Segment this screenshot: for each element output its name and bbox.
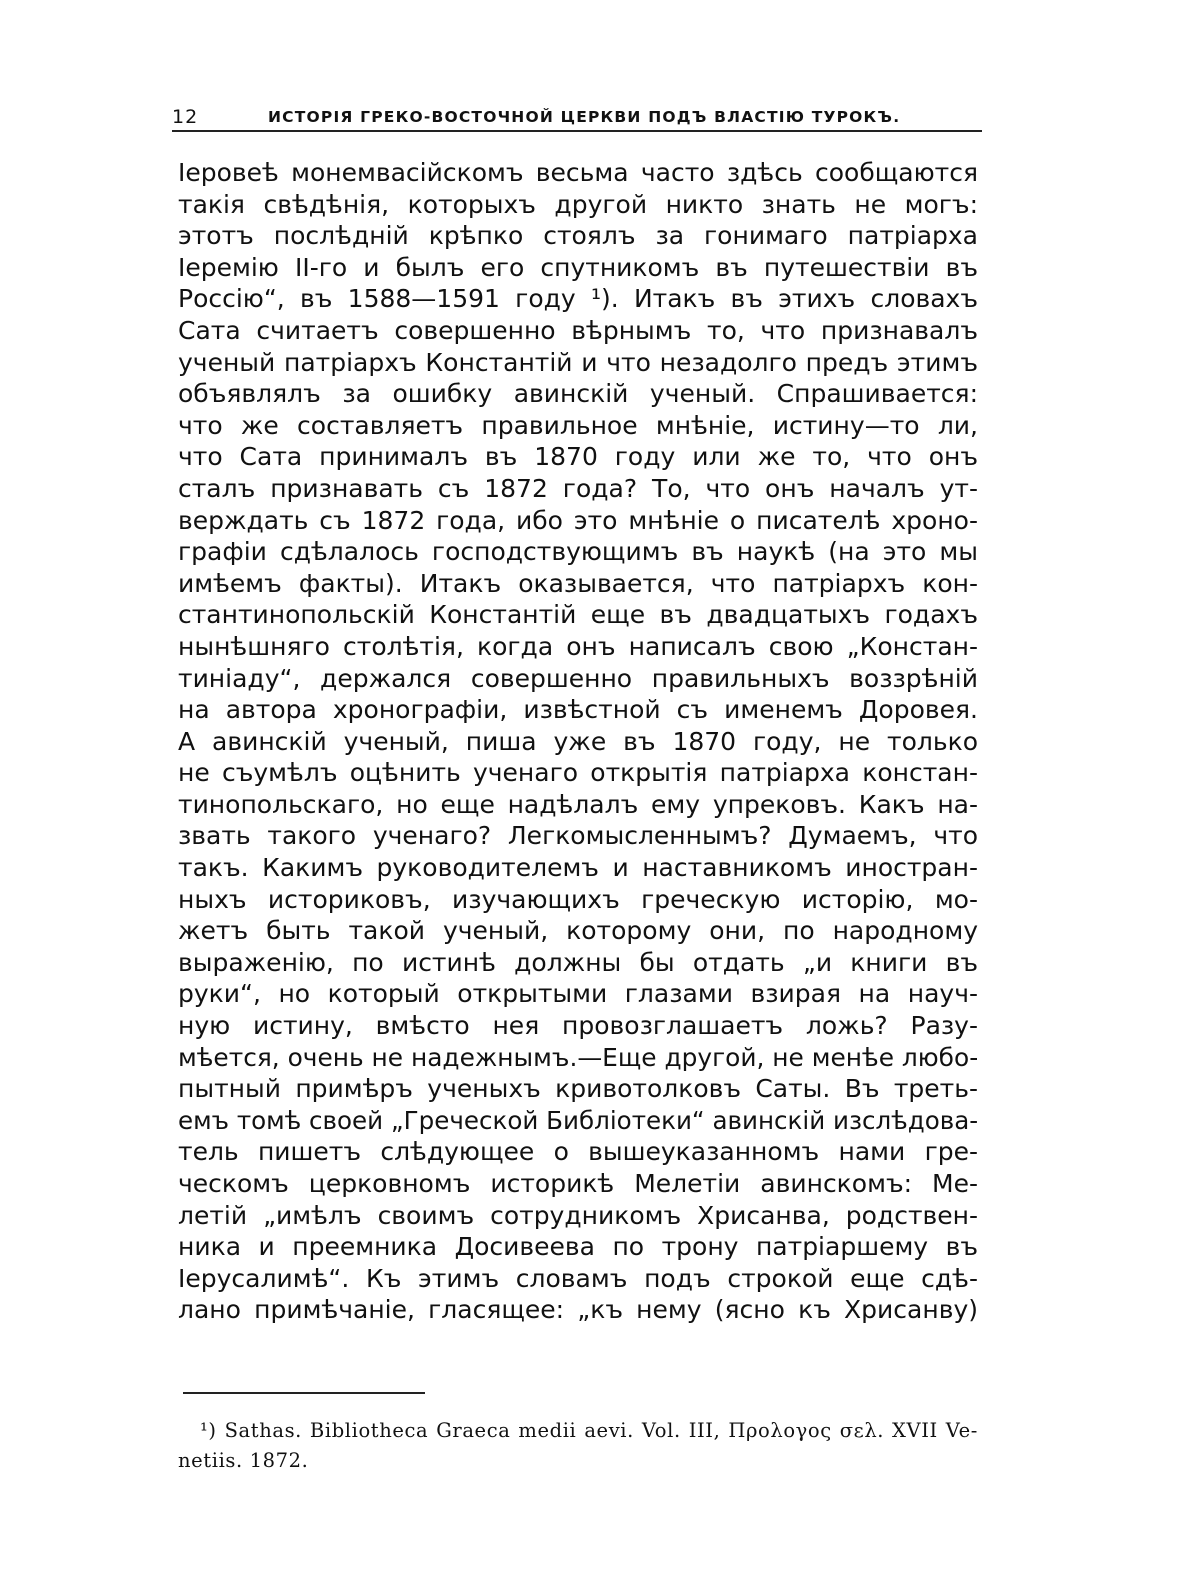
text-line: Іеровеѣ монемвасійскомъ весьма часто здѣсь сообщаются [178, 158, 978, 187]
text-line: лано примѣчаніе, гласящее: „къ нему (ясно къ Хрисанву) [178, 1295, 978, 1325]
text-line: верждать съ 1872 года, ибо это мнѣніе о писателѣ хроно- [178, 505, 978, 535]
text-line: сталъ признавать съ 1872 года? То, что онъ началъ ут- [178, 473, 978, 503]
text-line: на автора хронографіи, извѣстной съ именемъ Доровея. [178, 695, 978, 725]
text-line: ученый патріархъ Константій и что незадолго предъ этимъ [178, 347, 978, 377]
text-line: Россію“, въ 1588—1591 году ¹). Итакъ въ этихъ словахъ [178, 284, 978, 314]
text-line: выраженію, по истинѣ должны бы отдать „и книги въ [178, 947, 978, 977]
footnote-line: netiis. 1872. [178, 1449, 309, 1472]
text-line: тель пишетъ слѣдующее о вышеуказанномъ нами гре- [178, 1137, 978, 1167]
footnote-rule [183, 1392, 425, 1394]
body-text [178, 157, 978, 1326]
text-line: не съумѣлъ оцѣнить ученаго открытія патріарха констан- [178, 758, 978, 788]
text-line: емъ томѣ своей „Греческой Библіотеки“ авинскій изслѣдова- [178, 1105, 979, 1135]
text-line: Іеремію ІІ-го и былъ его спутникомъ въ путешествіи въ [178, 252, 978, 282]
text-line: тинопольскаго, но еще надѣлалъ ему упрековъ. Какъ на- [178, 789, 978, 819]
text-line: такія свѣдѣнія, которыхъ другой никто знать не могъ: [178, 189, 978, 219]
text-line: звать такого ученаго? Легкомысленнымъ? Думаемъ, что [178, 821, 978, 851]
text-line: этотъ послѣдній крѣпко стоялъ за гонимаго патріарха [178, 221, 978, 251]
running-title: ИСТОРІЯ ГРЕКО-ВОСТОЧНОЙ ЦЕРКВИ ПОДЪ ВЛАСТІЮ ТУРОКЪ. [268, 108, 901, 126]
text-line: ныхъ историковъ, изучающихъ греческую исторію, мо- [178, 884, 978, 914]
footnote [178, 1416, 978, 1476]
text-line: тиніаду“, держался совершенно правильныхъ воззрѣній [178, 663, 978, 693]
text-line: имѣемъ факты). Итакъ оказывается, что патріархъ кон- [178, 568, 978, 598]
text-line: Іерусалимѣ“. Къ этимъ словамъ подъ строкой еще сдѣ- [178, 1263, 978, 1293]
text-line: Сата считаетъ совершенно вѣрнымъ то, что признавалъ [178, 315, 978, 345]
text-line: ческомъ церковномъ историкѣ Мелетіи авинскомъ: Ме- [178, 1169, 978, 1198]
text-line: ника и преемника Досивеева по трону патріаршему въ [178, 1232, 978, 1262]
text-line: такъ. Какимъ руководителемъ и наставникомъ иностран- [178, 853, 978, 883]
text-line: летій „имѣлъ своимъ сотрудникомъ Хрисанва, родствен- [178, 1200, 978, 1230]
text-line: ную истину, вмѣсто нея провозглашаетъ ложь? Разу- [178, 1011, 978, 1041]
text-line: жетъ быть такой ученый, которому они, по народному [178, 916, 978, 946]
page-number: 12 [172, 106, 199, 128]
text-line: графіи сдѣлалось господствующимъ въ наукѣ (на это мы [178, 537, 978, 567]
text-line: А авинскій ученый, пиша уже въ 1870 году, не только [178, 726, 978, 756]
text-line: объявлялъ за ошибку авинскій ученый. Спрашивается: [178, 379, 978, 409]
page-header [172, 106, 982, 132]
header-rule [172, 130, 982, 132]
text-line: руки“, но который открытыми глазами взирая на науч- [178, 979, 978, 1009]
text-line: что Сата принималъ въ 1870 году или же то, что онъ [178, 442, 978, 472]
text-line: что же составляетъ правильное мнѣніе, истину—то ли, [178, 410, 978, 440]
text-line: стантинопольскій Константій еще въ двадцатыхъ годахъ [178, 600, 978, 630]
text-line: мѣется, очень не надежнымъ.—Еще другой, не менѣе любо- [178, 1042, 979, 1072]
text-line: пытный примѣръ ученыхъ кривотолковъ Саты. Въ треть- [178, 1074, 978, 1104]
text-line: нынѣшняго столѣтія, когда онъ написалъ свою „Констан- [178, 631, 978, 661]
footnote-line: ¹) Sathas. Bibliotheca Graeca medii aevi. Vol. III, Προλογος σελ. XVII Ve- [200, 1419, 978, 1442]
